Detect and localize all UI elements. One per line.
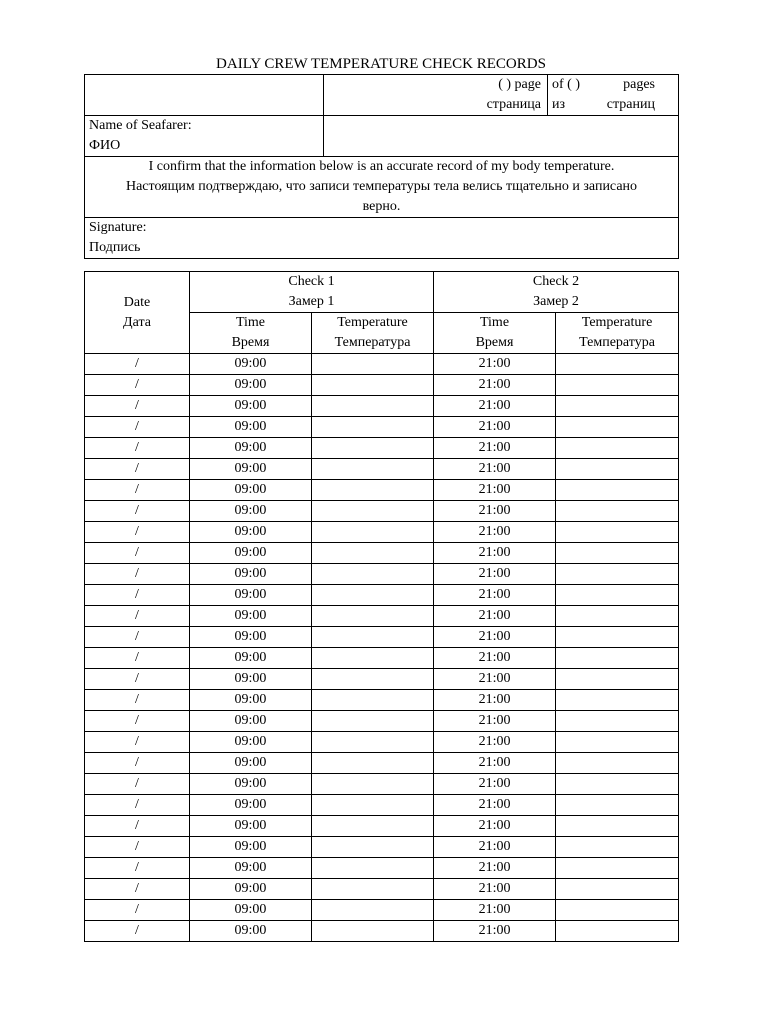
check2-temperature-cell[interactable]	[556, 375, 679, 396]
date-cell[interactable]: /	[85, 438, 190, 459]
table-row	[85, 690, 679, 711]
check1-time-cell: 09:00	[190, 837, 312, 858]
check2-time-cell: 21:00	[434, 354, 556, 375]
check2-temperature-cell[interactable]	[556, 648, 679, 669]
check2-temperature-cell[interactable]	[556, 396, 679, 417]
check2-temperature-cell[interactable]	[556, 606, 679, 627]
check2-time-cell: 21:00	[434, 774, 556, 795]
check1-temperature-cell[interactable]	[312, 774, 434, 795]
table-row	[85, 753, 679, 774]
of-pages-label-a: of ( )	[552, 77, 580, 92]
check2-time-cell: 21:00	[434, 858, 556, 879]
check2-temperature-cell[interactable]	[556, 690, 679, 711]
date-cell[interactable]: /	[85, 900, 190, 921]
check1-time-cell: 09:00	[190, 522, 312, 543]
check2-time-cell: 21:00	[434, 459, 556, 480]
date-cell[interactable]: /	[85, 396, 190, 417]
check2-time-cell: 21:00	[434, 648, 556, 669]
check1-header-ru: Замер 1	[288, 294, 335, 309]
check2-temperature-cell[interactable]	[556, 837, 679, 858]
date-cell[interactable]: /	[85, 585, 190, 606]
check2-time-cell: 21:00	[434, 879, 556, 900]
check1-temperature-cell[interactable]	[312, 816, 434, 837]
check2-temperature-cell[interactable]	[556, 900, 679, 921]
check2-time-cell: 21:00	[434, 732, 556, 753]
date-cell[interactable]: /	[85, 711, 190, 732]
check1-temperature-cell[interactable]	[312, 753, 434, 774]
check2-temperature-cell[interactable]	[556, 564, 679, 585]
check1-time-cell: 09:00	[190, 606, 312, 627]
check1-temperature-cell[interactable]	[312, 669, 434, 690]
table-row	[85, 480, 679, 501]
check2-temperature-cell[interactable]	[556, 417, 679, 438]
temperature-header-ru: Температура	[579, 335, 655, 350]
date-cell[interactable]: /	[85, 774, 190, 795]
check1-time-cell: 09:00	[190, 459, 312, 480]
check2-temperature-cell[interactable]	[556, 585, 679, 606]
check1-time-cell: 09:00	[190, 543, 312, 564]
check2-header-en: Check 2	[532, 274, 580, 289]
check2-temperature-cell[interactable]	[556, 774, 679, 795]
check1-temperature-cell[interactable]	[312, 879, 434, 900]
check2-time-cell: 21:00	[434, 921, 556, 942]
check1-header-en: Check 1	[288, 274, 335, 289]
check2-time-cell: 21:00	[434, 837, 556, 858]
table-row	[85, 732, 679, 753]
of-pages-label-ru-b: страниц	[606, 97, 655, 112]
check2-temperature-cell[interactable]	[556, 459, 679, 480]
check1-temperature-cell[interactable]	[312, 396, 434, 417]
check1-time-cell: 09:00	[190, 501, 312, 522]
check2-temperature-cell[interactable]	[556, 543, 679, 564]
table-row	[85, 711, 679, 732]
check2-temperature-cell[interactable]	[556, 795, 679, 816]
time-header-en: Time	[479, 315, 510, 330]
seafarer-name-field[interactable]	[324, 116, 679, 157]
time-header-en: Time	[235, 315, 266, 330]
check2-time-header	[434, 313, 556, 354]
time-header-ru: Время	[475, 335, 514, 350]
table-row	[85, 816, 679, 837]
check2-time-cell: 21:00	[434, 753, 556, 774]
table-row	[85, 648, 679, 669]
check1-time-cell: 09:00	[190, 648, 312, 669]
check2-temperature-header	[556, 313, 679, 354]
table-row	[85, 606, 679, 627]
confirmation-statement	[85, 157, 679, 218]
page-number-label-ru: страница	[486, 97, 541, 112]
check1-temperature-cell[interactable]	[312, 627, 434, 648]
check1-temperature-cell[interactable]	[312, 480, 434, 501]
table-row	[85, 459, 679, 480]
signature-label-ru: Подпись	[89, 240, 141, 255]
confirmation-text-en: I confirm that the information below is an accurate record of my body temperature.	[148, 159, 615, 174]
date-cell[interactable]: /	[85, 816, 190, 837]
check1-time-cell: 09:00	[190, 375, 312, 396]
check1-temperature-cell[interactable]	[312, 711, 434, 732]
check1-time-cell: 09:00	[190, 480, 312, 501]
check1-temperature-cell[interactable]	[312, 921, 434, 942]
check1-time-cell: 09:00	[190, 858, 312, 879]
check1-time-cell: 09:00	[190, 585, 312, 606]
header-table	[84, 74, 679, 259]
check1-time-cell: 09:00	[190, 690, 312, 711]
page-title: DAILY CREW TEMPERATURE CHECK RECORDS	[216, 56, 546, 72]
check1-time-cell: 09:00	[190, 795, 312, 816]
check2-time-cell: 21:00	[434, 585, 556, 606]
page-number-label: ( ) page	[498, 77, 541, 92]
table-row	[85, 438, 679, 459]
check2-temperature-cell[interactable]	[556, 438, 679, 459]
temperature-log-table	[84, 271, 679, 942]
check1-time-cell: 09:00	[190, 900, 312, 921]
date-cell[interactable]: /	[85, 501, 190, 522]
check1-temperature-cell[interactable]	[312, 585, 434, 606]
check1-temperature-cell[interactable]	[312, 900, 434, 921]
date-cell[interactable]: /	[85, 375, 190, 396]
of-pages-label-ru-a: из	[552, 97, 566, 112]
table-row	[85, 396, 679, 417]
date-header-en: Date	[123, 294, 151, 310]
check1-time-header	[190, 313, 312, 354]
table-row	[85, 417, 679, 438]
check1-time-cell: 09:00	[190, 627, 312, 648]
seafarer-name-label	[85, 116, 324, 157]
check1-temperature-cell[interactable]	[312, 690, 434, 711]
check1-temperature-header	[312, 313, 434, 354]
seafarer-name-label-en: Name of Seafarer:	[89, 118, 192, 133]
table-row	[85, 858, 679, 879]
check1-time-cell: 09:00	[190, 732, 312, 753]
date-cell[interactable]: /	[85, 669, 190, 690]
table-row	[85, 564, 679, 585]
check1-time-cell: 09:00	[190, 816, 312, 837]
blank-cell	[85, 75, 324, 116]
table-row	[85, 879, 679, 900]
check2-time-cell: 21:00	[434, 543, 556, 564]
check2-time-cell: 21:00	[434, 627, 556, 648]
signature-label-en: Signature:	[89, 220, 147, 235]
check1-time-cell: 09:00	[190, 879, 312, 900]
check2-temperature-cell[interactable]	[556, 858, 679, 879]
date-cell[interactable]: /	[85, 459, 190, 480]
check1-time-cell: 09:00	[190, 774, 312, 795]
date-cell[interactable]: /	[85, 858, 190, 879]
date-cell[interactable]: /	[85, 648, 190, 669]
table-row	[85, 501, 679, 522]
check1-time-cell: 09:00	[190, 396, 312, 417]
check1-time-cell: 09:00	[190, 564, 312, 585]
check2-time-cell: 21:00	[434, 816, 556, 837]
table-row	[85, 354, 679, 375]
check2-time-cell: 21:00	[434, 417, 556, 438]
check2-time-cell: 21:00	[434, 564, 556, 585]
check1-temperature-cell[interactable]	[312, 522, 434, 543]
date-cell[interactable]: /	[85, 564, 190, 585]
check2-time-cell: 21:00	[434, 522, 556, 543]
check1-time-cell: 09:00	[190, 438, 312, 459]
table-row	[85, 837, 679, 858]
check1-time-cell: 09:00	[190, 921, 312, 942]
check1-temperature-cell[interactable]	[312, 354, 434, 375]
check1-temperature-cell[interactable]	[312, 459, 434, 480]
date-cell[interactable]: /	[85, 732, 190, 753]
time-header-ru: Время	[231, 335, 270, 350]
temperature-header-en: Temperature	[581, 315, 653, 330]
temperature-header-ru: Температура	[334, 335, 411, 350]
log-rows	[85, 354, 679, 942]
check2-time-cell: 21:00	[434, 396, 556, 417]
table-row	[85, 627, 679, 648]
date-cell[interactable]: /	[85, 921, 190, 942]
check2-time-cell: 21:00	[434, 501, 556, 522]
date-cell[interactable]: /	[85, 879, 190, 900]
signature-field[interactable]	[85, 218, 679, 259]
check2-temperature-cell[interactable]	[556, 879, 679, 900]
check2-temperature-cell[interactable]	[556, 711, 679, 732]
check2-time-cell: 21:00	[434, 438, 556, 459]
date-column-header	[85, 272, 190, 354]
check1-temperature-cell[interactable]	[312, 795, 434, 816]
date-cell[interactable]: /	[85, 543, 190, 564]
check2-temperature-cell[interactable]	[556, 480, 679, 501]
check2-time-cell: 21:00	[434, 900, 556, 921]
table-row	[85, 669, 679, 690]
date-cell[interactable]: /	[85, 627, 190, 648]
check2-time-cell: 21:00	[434, 480, 556, 501]
date-cell[interactable]: /	[85, 417, 190, 438]
date-cell[interactable]: /	[85, 795, 190, 816]
table-row	[85, 543, 679, 564]
table-row	[85, 795, 679, 816]
table-row	[85, 921, 679, 942]
table-row	[85, 522, 679, 543]
check2-temperature-cell[interactable]	[556, 522, 679, 543]
check2-time-cell: 21:00	[434, 669, 556, 690]
check1-temperature-cell[interactable]	[312, 543, 434, 564]
check2-temperature-cell[interactable]	[556, 753, 679, 774]
date-cell[interactable]: /	[85, 837, 190, 858]
table-row	[85, 375, 679, 396]
table-row	[85, 585, 679, 606]
check1-time-cell: 09:00	[190, 753, 312, 774]
date-cell[interactable]: /	[85, 753, 190, 774]
date-header-ru: Дата	[123, 314, 151, 330]
date-cell[interactable]: /	[85, 480, 190, 501]
check2-temperature-cell[interactable]	[556, 501, 679, 522]
check1-temperature-cell[interactable]	[312, 648, 434, 669]
temperature-header-en: Temperature	[337, 315, 408, 330]
check2-time-cell: 21:00	[434, 711, 556, 732]
check1-temperature-cell[interactable]	[312, 417, 434, 438]
check2-temperature-cell[interactable]	[556, 669, 679, 690]
table-row	[85, 900, 679, 921]
check1-time-cell: 09:00	[190, 711, 312, 732]
check1-time-cell: 09:00	[190, 417, 312, 438]
check2-temperature-cell[interactable]	[556, 816, 679, 837]
check1-temperature-cell[interactable]	[312, 438, 434, 459]
table-row	[85, 774, 679, 795]
check1-temperature-cell[interactable]	[312, 732, 434, 753]
confirmation-text-ru: Настоящим подтверждаю, что записи температуры тела велись тщательно и записано верно.	[125, 179, 638, 214]
check2-temperature-cell[interactable]	[556, 627, 679, 648]
date-cell[interactable]: /	[85, 690, 190, 711]
date-cell[interactable]: /	[85, 522, 190, 543]
check2-temperature-cell[interactable]	[556, 354, 679, 375]
check2-temperature-cell[interactable]	[556, 732, 679, 753]
check1-time-cell: 09:00	[190, 669, 312, 690]
check2-header	[434, 272, 679, 313]
check2-time-cell: 21:00	[434, 690, 556, 711]
check1-temperature-cell[interactable]	[312, 606, 434, 627]
check1-temperature-cell[interactable]	[312, 501, 434, 522]
date-cell[interactable]: /	[85, 354, 190, 375]
check2-temperature-cell[interactable]	[556, 921, 679, 942]
check1-temperature-cell[interactable]	[312, 837, 434, 858]
of-pages-label-b: pages	[623, 77, 655, 92]
check2-time-cell: 21:00	[434, 375, 556, 396]
check1-temperature-cell[interactable]	[312, 858, 434, 879]
seafarer-name-label-ru: ФИО	[89, 138, 121, 153]
check2-time-cell: 21:00	[434, 795, 556, 816]
date-cell[interactable]: /	[85, 606, 190, 627]
check1-temperature-cell[interactable]	[312, 375, 434, 396]
check2-time-cell: 21:00	[434, 606, 556, 627]
check1-temperature-cell[interactable]	[312, 564, 434, 585]
page-count-cell	[324, 75, 679, 116]
check2-header-ru: Замер 2	[533, 294, 579, 309]
check1-header	[190, 272, 434, 313]
check1-time-cell: 09:00	[190, 354, 312, 375]
